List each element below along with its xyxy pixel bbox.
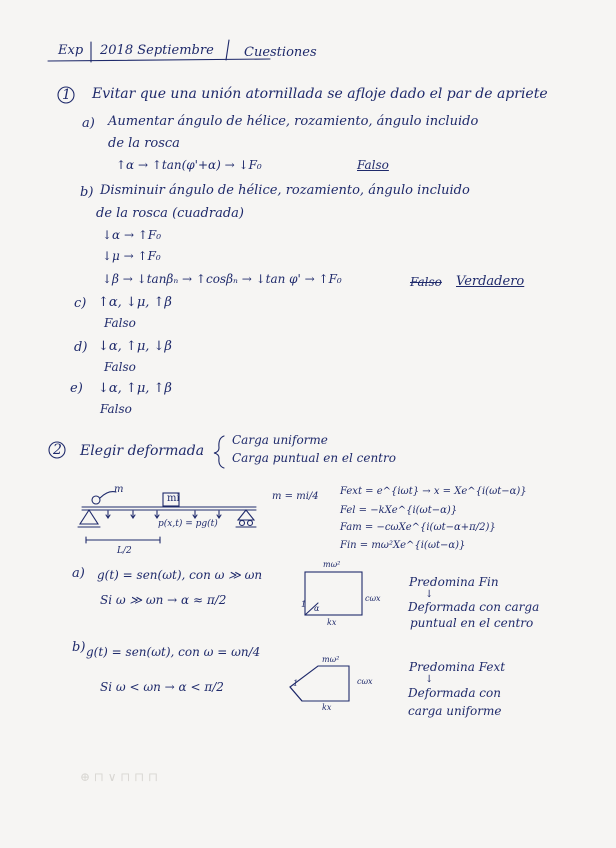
- q2b-result-arrow: ↓: [425, 674, 434, 685]
- force-fin: Fin = mω²Xe^{i(ωt−α)}: [340, 540, 466, 551]
- q2b-label: b): [72, 640, 86, 655]
- q2a-label: a): [72, 566, 85, 581]
- q1d-answer: Falso: [104, 360, 136, 374]
- beam-load-label: p(x,t) = pg(t): [158, 519, 218, 529]
- q2-option-2: Carga puntual en el centro: [232, 451, 396, 465]
- q1b-label: b): [80, 185, 94, 200]
- mass-equation: m = mi/4: [272, 491, 319, 502]
- q2a-result-3: puntual en el centro: [410, 616, 534, 630]
- q1b-line2: de la rosca (cuadrada): [96, 206, 244, 221]
- q2b-line1: g(t) = sen(ωt), con ω = ωn/4: [86, 645, 261, 659]
- fig-b-bottom: kx: [322, 703, 332, 712]
- q2a-result-2: Deformada con carga: [408, 600, 540, 614]
- q1b-answer-struck: Falso: [410, 275, 442, 289]
- fig-b-left: 1: [293, 679, 299, 688]
- vector-figure-a: [305, 572, 362, 615]
- q1a-formula: ↑α → ↑tan(φ'+α) → ↓F₀: [116, 158, 262, 172]
- q2-option-1: Carga uniforme: [232, 433, 328, 447]
- q2a-line2: Si ω ≫ ωn → α ≈ π/2: [100, 593, 227, 607]
- q1-title: Evitar que una unión atornillada se afloje dado el par de apriete: [92, 86, 548, 102]
- q2b-line2: Si ω < ωn → α < π/2: [100, 680, 224, 694]
- q2-number: 2: [53, 442, 62, 458]
- q1e-answer: Falso: [100, 402, 132, 416]
- fig-a-left: 1: [301, 600, 307, 609]
- q1c-answer: Falso: [104, 316, 136, 330]
- q1c-formula: ↑α, ↓μ, ↑β: [98, 295, 172, 310]
- vector-figure-b: [290, 666, 349, 701]
- q2a-line1: g(t) = sen(ωt), con ω ≫ ωn: [97, 568, 263, 582]
- q2b-result-3: carga uniforme: [408, 704, 502, 718]
- q1e-formula: ↓α, ↑μ, ↑β: [98, 381, 172, 396]
- q1b-formula-1: ↓α → ↑F₀: [102, 228, 162, 242]
- beam-box-label: mi: [167, 493, 180, 504]
- q2a-result-arrow: ↓: [425, 589, 434, 600]
- force-fel: Fel = −kXe^{i(ωt−α)}: [340, 505, 458, 516]
- header-title: Cuestiones: [244, 45, 317, 60]
- q1b-line1: Disminuir ángulo de hélice, rozamiento, ángulo incluido: [100, 183, 470, 198]
- q1d-label: d): [74, 340, 88, 355]
- header-underline: [48, 59, 270, 61]
- q1a-label: a): [82, 116, 95, 131]
- q1c-label: c): [74, 296, 87, 311]
- q1e-label: e): [70, 381, 83, 396]
- force-fext: Fext = e^{iωt} → x = Xe^{i(ωt−α)}: [340, 486, 527, 497]
- fig-b-top: mω²: [322, 655, 340, 664]
- q1d-formula: ↓α, ↑μ, ↓β: [98, 339, 172, 354]
- q1b-formula-3: ↓β → ↓tanβₙ → ↑cosβₙ → ↓tan φ' → ↑F₀: [102, 272, 342, 286]
- bleed-through: ⊕ ⊓ ∨ ⊓ ⊓ ⊓: [80, 770, 159, 784]
- fig-a-right: cωx: [365, 594, 381, 603]
- q2-number-circle: [49, 442, 65, 458]
- q2b-result-1: Predomina Fext: [409, 660, 506, 674]
- header-date: 2018 Septiembre: [100, 43, 214, 58]
- beam-span-label: L/2: [117, 546, 132, 556]
- q2b-result-2: Deformada con: [408, 686, 501, 700]
- beam-diagram: [78, 492, 256, 543]
- q1b-formula-2: ↓μ → ↑F₀: [102, 249, 161, 263]
- q1a-line1: Aumentar ángulo de hélice, rozamiento, ángulo incluido: [108, 114, 479, 129]
- beam-mass-label: m: [114, 484, 124, 495]
- q2-title: Elegir deformada: [80, 443, 205, 459]
- fig-a-angle: α: [314, 604, 320, 613]
- q2-brace: [214, 436, 224, 468]
- fig-a-bottom: kx: [327, 618, 337, 627]
- q1-number: 1: [62, 87, 71, 103]
- q1-number-circle: [58, 87, 74, 103]
- fig-a-top: mω²: [323, 560, 341, 569]
- q2a-result-1: Predomina Fin: [409, 575, 499, 589]
- q1a-answer: Falso: [357, 158, 389, 172]
- q1a-line2: de la rosca: [108, 136, 180, 151]
- fig-b-right: cωx: [357, 677, 373, 686]
- q1b-answer: Verdadero: [456, 274, 525, 289]
- header-separator-2: [226, 40, 229, 60]
- force-fam: Fam = −cωXe^{i(ωt−α+π/2)}: [340, 522, 496, 533]
- header-label: Exp: [58, 43, 84, 58]
